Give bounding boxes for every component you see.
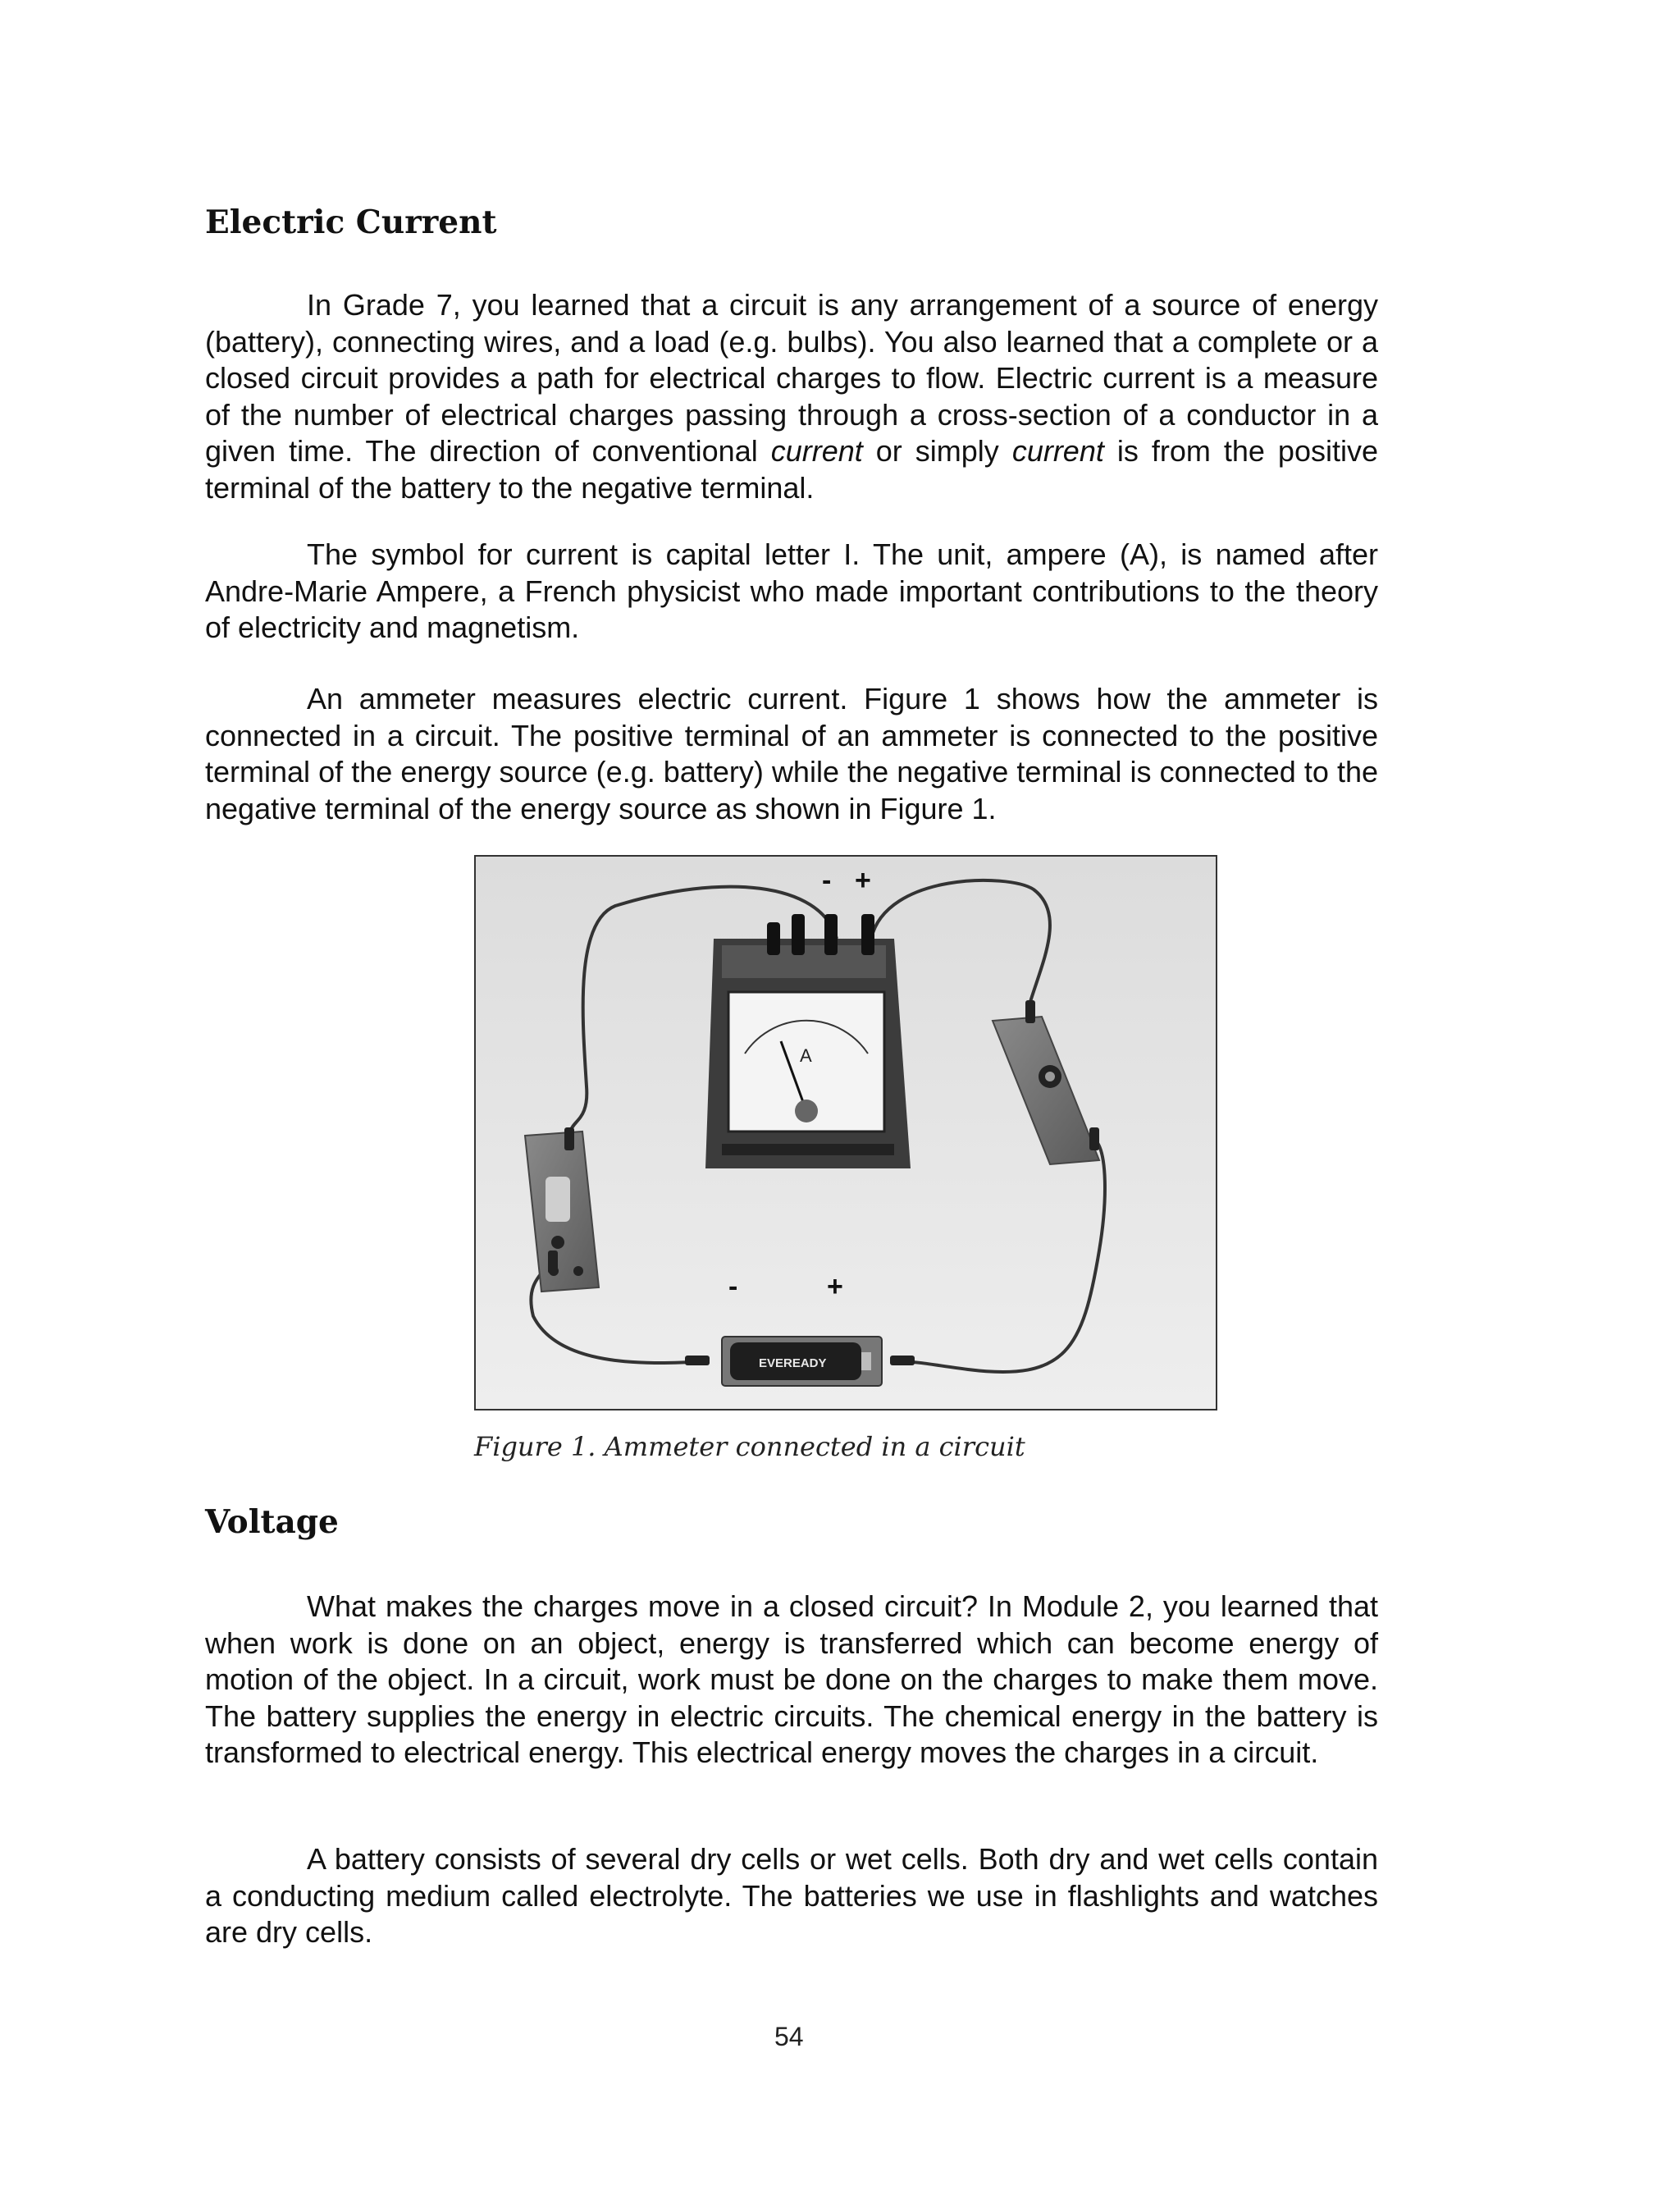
paragraph-voltage-intro: What makes the charges move in a closed circuit? In Module 2, you learned that when work is done on an object, energy is transferred which can become energy of motion of the object. In a circuit, work must be done on the charges to make them move. The battery supplies the energy in electric circuits. The chemical energy in the battery is transformed to electrical energy. This electrical energy moves the charges in a circuit. [205,1589,1378,1769]
ammeter-unit-label: A [800,1045,812,1066]
paragraph-ammeter: An ammeter measures electric current. Figure 1 shows how the ammeter is connected in a circuit. The positive terminal of an ammeter is connected to the positive terminal of the energy source (e.g. battery) while the negative terminal is connected to the negative terminal of the energy source as shown in Figure 1. [205,682,1378,825]
battery-minus-label: - [728,1271,738,1302]
heading-voltage: Voltage [205,1503,339,1541]
paragraph-current-symbol: The symbol for current is capital letter I. The unit, ampere (A), is named after Andre-Marie Ampere, a French physicist who made important contributions to the theory of electricity and magnetism. [205,537,1378,644]
battery-plus-label: + [827,1271,843,1302]
figure-ammeter-circuit [474,855,1217,1410]
ammeter-terminal-minus [824,914,838,955]
ammeter-terminal-2 [792,914,805,955]
clip-switch-top [564,1127,574,1150]
ammeter-plus-label: + [855,865,871,896]
paragraph-battery-cells: A battery consists of several dry cells or wet cells. Both dry and wet cells contain a conducting medium called electrolyte. The batteries we use in flashlights and watches are dry cells. [205,1842,1378,1949]
clip-battery-left [685,1356,710,1365]
clip-switch-bottom [548,1250,558,1273]
figure-caption: Figure 1. Ammeter connected in a circuit [474,1431,1025,1462]
ammeter-minus-label: - [822,865,832,896]
heading-electric-current: Electric Current [205,203,497,241]
paragraph-circuit-definition: In Grade 7, you learned that a circuit is any arrangement of a source of energy (battery), connecting wires, and a load (e.g. bulbs). You also learned that a complete or a closed circuit provides a path for electrical charges to flow. Electric current is a measure of the number of electrical charges passing through a cross-section of a conductor in a given time. The direction of conventional current or simply current is from the positive terminal of the battery to the negative terminal. [205,288,1378,505]
ammeter-terminal-plus [861,914,874,955]
clip-battery-right [890,1356,915,1365]
ammeter-terminal-1 [767,922,780,955]
ammeter [705,914,911,1168]
clip-holder-top [1025,1000,1035,1023]
switch-lever [546,1177,570,1222]
battery-holder [722,1337,882,1386]
battery-brand-label: EVEREADY [759,1356,827,1370]
ammeter-pivot [795,1100,818,1122]
circuit-photo-illustration [476,857,1216,1409]
page-number: 54 [774,2022,804,2051]
clip-holder-bottom [1089,1127,1099,1150]
